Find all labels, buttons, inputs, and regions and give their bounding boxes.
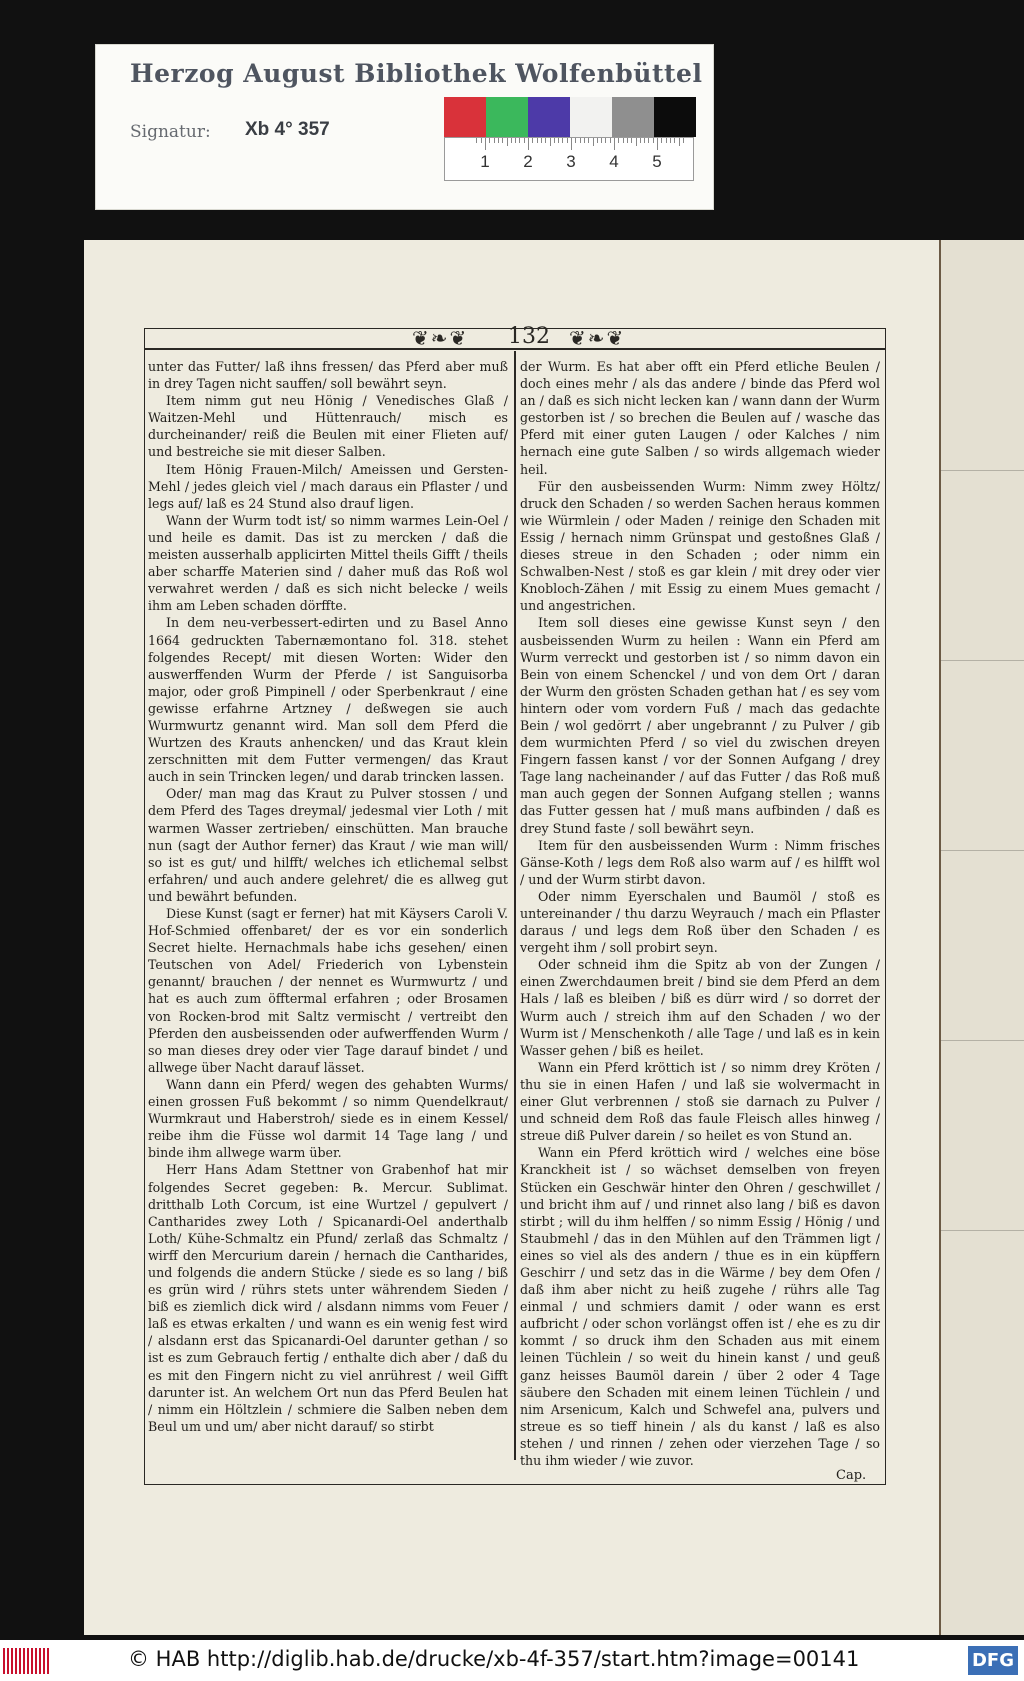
ruler-tick (657, 138, 658, 150)
catchword: Cap. (836, 1468, 867, 1483)
ruler-tick (485, 138, 486, 150)
ruler-tick (515, 138, 516, 143)
swatch-white (570, 97, 612, 137)
paragraph: Wann der Wurm todt ist/ so nimm warmes Lein-Oel / und heile es damit. Das ist zu mercken / daß die meisten ausserhalb applicirten Mittel theils Gifft / theils aber scharffe Materien sind / daher muß das Roß wol verwahret werden / daß es sich nicht belecke / weils ihm am Leben schaden dörffte. (148, 512, 508, 614)
paragraph: Item Hönig Frauen-Milch/ Ameissen und Gersten-Mehl / jedes gleich viel / mach daraus ein Pflaster / und legs auf/ laß es 24 Stund also drauf ligen. (148, 461, 508, 511)
ruler-number: 4 (609, 152, 619, 171)
paragraph: Für den ausbeissenden Wurm: Nimm zwey Höltz/ druck den Schaden / so werden Sachen heraus kommen wie Würmlein / oder Maden / reinige den Schaden mit Essig / hernach nimm Grünspat und gestoßnes Glaß / dieses streue in den Schaden ; oder nimm ein Schwalben-Nest / stoß es gar klein / mit drey oder vier Knobloch-Zähen / mit Essig zu einem Mues gemacht / und angestrichen. (520, 478, 880, 614)
barcode-icon (3, 1648, 49, 1674)
ruler-tick (481, 138, 482, 143)
edge-text-line (941, 470, 1024, 471)
edge-text-line (941, 1230, 1024, 1231)
ruler-tick (494, 138, 495, 143)
ruler-tick (597, 138, 598, 143)
ruler-tick (666, 138, 667, 143)
ruler-tick (519, 138, 520, 143)
ornament-left: ❦❧❦ (412, 326, 469, 350)
ruler-tick (627, 138, 628, 143)
ruler-tick (545, 138, 546, 143)
ruler-tick (636, 138, 637, 146)
ruler-tick (562, 138, 563, 143)
ruler-tick (631, 138, 632, 143)
swatch-black (654, 97, 696, 137)
adjacent-page-edge (939, 240, 1024, 1635)
ruler-tick (524, 138, 525, 143)
edge-text-line (941, 1040, 1024, 1041)
ruler-number: 1 (480, 152, 490, 171)
copyright-url[interactable]: © HAB http://diglib.hab.de/drucke/xb-4f-357/start.htm?image=00141 (128, 1647, 860, 1671)
ruler-tick (674, 138, 675, 143)
book-page (84, 240, 939, 1635)
ruler-tick (528, 138, 529, 150)
signature-value: Xb 4° 357 (245, 119, 330, 140)
paragraph: Item soll dieses eine gewisse Kunst seyn / den ausbeissenden Wurm zu heilen : Wann ein Pferd am Wurm verreckt und gestorben ist / so nimm davon ein Bein von einem Schenckel / und von dem Ort / daran der Wurm den grösten Schaden gethan hat / es sey vom hintern oder vom vordern Fuß / mach das gedachte Bein / wol gedörrt / aber ungebrannt / zu Pulver / gib dem wurmichten Pferd / so viel du zwischen dreyen Fingern fassen kanst / vor der Sonnen Aufgang / drey Tage lang nacheinander / auf das Futter / das Roß muß man auch gegen der Sonnen Aufgang stellen ; wanns das Futter gessen hat / muß mans aufbinden / daß es drey Stund faste / soll bewährt seyn. (520, 615, 880, 836)
dfg-logo: DFG (968, 1646, 1018, 1675)
ruler-tick (550, 138, 551, 146)
paragraph: In dem neu-verbessert-edirten und zu Basel Anno 1664 gedruckten Tabernæmontano fol. 318. stehet folgendes Recept/ mit diesen Worten: Wider den auswerffenden Wurm der Pferde / ist Sanguisorba major, oder groß Pimpinell / oder Sperbenkraut / eine gewisse erfahrne Artzney / deßwegen sie auch Wurmwurtz genannt wird. Man soll dem Pferd die Wurtzen des Krauts anhencken/ und das Kraut klein zerschnitten mit dem Futter vermengen/ das Kraut auch in sein Trincken legen/ und darab trincken lassen. (148, 615, 508, 785)
paragraph: Item nimm gut neu Hönig / Venedisches Glaß / Waitzen-Mehl und Hüttenrauch/ misch es durcheinander/ reiß die Beulen mit einer Flieten auf/ und bestreiche sie mit dieser Salben. (148, 393, 508, 460)
ruler-tick (601, 138, 602, 143)
ruler-tick (588, 138, 589, 143)
ruler-tick (683, 138, 684, 143)
ruler-tick (554, 138, 555, 143)
paragraph: Oder nimm Eyerschalen und Baumöl / stoß es untereinander / thu darzu Weyrauch / mach ein Pflaster daraus / und legs dem Roß über den Schaden / es vergeht ihm / soll probirt seyn. (520, 888, 880, 956)
ruler-tick (537, 138, 538, 143)
paragraph: der Wurm. Es hat aber offt ein Pferd etliche Beulen / doch eines mehr / als das andere / binde das Pferd wol an / daß es sich nicht lecken kan / wann dann der Wurm gestorben ist / so brechen die Beulen auf / wasche das Pferd mit einer guten Laugen / oder Kalches / nim hernach eine gute Salben / so wirds allgemach wieder heil. (520, 359, 880, 477)
scale-ruler (444, 137, 694, 181)
paragraph: Oder/ man mag das Kraut zu Pulver stossen / und dem Pferd des Tages dreymal/ jedesmal vier Loth / mit warmen Wasser zertrieben/ einschütten. Man brauche nun (sagt der Author ferner) das Kraut / wie man will/ so ist es gut/ und hilfft/ welches ich etlichemal selbst erfahren/ und auch andere gelehret/ die es allweg gut und bewährt befunden. (148, 786, 508, 904)
ornament-right: ❦❧❦ (569, 326, 626, 350)
paragraph: Wann dann ein Pferd/ wegen des gehabten Wurms/ einen grossen Fuß bekommt / so nimm Quendelkraut/ Wurmkraut und Haberstroh/ siede es in einem Kessel/ reibe ihm die Füsse wol darmit 14 Tage lang / und binde ihm allwege warm über. (148, 1076, 508, 1161)
ruler-tick (584, 138, 585, 143)
ruler-number: 2 (523, 152, 533, 171)
ruler-tick (670, 138, 671, 143)
paragraph: Diese Kunst (sagt er ferner) hat mit Käysers Caroli V. Hof-Schmied offenbaret/ der es vor ein sonderlich Secret hielte. Hernachmals habe ichs gesehen/ einen Teutschen von Adel/ Friederich von Lybenstein genannt/ brauchen / der nennet es Wurmwurtz / und hat es auch zum öfftermal erfahren ; oder Brosamen von Rocken-brod mit Saltz vermischt / vertreibt den Pferden den ausbeissenden oder aufwerffenden Wurm / so man dieses drey oder vier Tage darauf bindet / und allwege über Nacht darauf lässet. (148, 906, 508, 1075)
ruler-tick (614, 138, 615, 150)
color-calibration-swatches (444, 97, 696, 137)
ruler-tick (571, 138, 572, 150)
paragraph: Oder schneid ihm die Spitz ab von der Zungen / einen Zwerchdaumen breit / bind sie dem Pferd an dem Hals / laß es bleiben / biß es dürr wird / so dorret der Wurm auch / streich ihm auf den Schaden / wo der Wurm ist / Menschenkoth / alle Tage / und laß es in kein Wasser gehen / biß es heilet. (520, 957, 880, 1058)
ruler-tick (623, 138, 624, 143)
ruler-tick (653, 138, 654, 143)
paragraph: Wann ein Pferd kröttich wird / welches eine böse Kranckheit ist / so wächset demselben von freyen Stücken ein Geschwär hinter den Ohren / geschwillet / und bricht ihm auf / und rinnet also lang / biß es davon stirbt ; will du ihm helffen / so nimm Essig / Hönig / und Staubmehl / das in den Mühlen auf den Trämmen ligt / eines so viel als des andern / thue es in ein küpffern Geschirr / und setz das in die Wärme / bey dem Ofen / daß ihm aber nicht zu heiß zugehe / rührs alle Tag einmal / und schmiers damit / oder wann es erst aufbricht / oder schon vorlängst offen ist / ehe es zu dir kommt / so druck ihm den Schaden aus mit einem leinen Tüchlein / so weit du hinein kanst / und geuß ganz heisses Baumöl darein / über 2 oder 4 Tage säubere den Schaden mit einem leinen Tüchlein / und nim Arsenicum, Kalch und Schwefel ana, pulvers und streue es so tieff hinein / als du kanst / laß es also stehen / und rinnen / zehen oder vierzehen Tage / so thu ihm wieder / wie zuvor. (520, 1145, 880, 1468)
ruler-tick (532, 138, 533, 143)
edge-text-line (941, 660, 1024, 661)
ruler-tick (661, 138, 662, 143)
ruler-tick (644, 138, 645, 143)
ruler-tick (507, 138, 508, 146)
ruler-tick (575, 138, 576, 143)
ruler-tick (618, 138, 619, 143)
ruler-tick (558, 138, 559, 143)
ruler-tick (593, 138, 594, 146)
signature-label: Signatur: (130, 122, 211, 142)
ruler-tick (640, 138, 641, 143)
library-label-card (95, 44, 714, 210)
edge-text-line (941, 850, 1024, 851)
ruler-tick (498, 138, 499, 143)
ruler-tick (679, 138, 680, 146)
ruler-tick (541, 138, 542, 143)
ruler-tick (567, 138, 568, 143)
column-divider (514, 351, 516, 1460)
ruler-tick (610, 138, 611, 143)
ruler-number: 5 (652, 152, 662, 171)
paragraph: Item für den ausbeissenden Wurm : Nimm frisches Gänse-Koth / legs dem Roß also warm auf / es hilfft wol / und der Wurm stirbt davon. (520, 837, 880, 887)
paragraph: Wann ein Pferd kröttich ist / so nimm drey Kröten / thu sie in einen Hafen / und laß sie wolvermacht in einer Glut verbrennen / stoß sie darnach zu Pulver / und schneid dem Roß das faule Fleisch alles hinweg / streue diß Pulver darein / so heilet es von Stund an. (520, 1059, 880, 1144)
swatch-green (486, 97, 528, 137)
left-column (148, 358, 508, 1435)
library-name: Herzog August Bibliothek Wolfenbüttel (130, 59, 703, 88)
paragraph: unter das Futter/ laß ihns fressen/ das Pferd aber muß in drey Tagen nicht sauffen/ soll bewährt seyn. (148, 359, 508, 392)
viewer-footer (0, 1640, 1024, 1681)
right-column (520, 358, 880, 1469)
ruler-tick (489, 138, 490, 143)
ruler-tick (648, 138, 649, 143)
ruler-tick (511, 138, 512, 143)
ruler-tick (502, 138, 503, 143)
ruler-number: 3 (566, 152, 576, 171)
swatch-blue (528, 97, 570, 137)
swatch-red (444, 97, 486, 137)
paragraph: Herr Hans Adam Stettner von Grabenhof hat mir folgendes Secret gegeben: ℞. Mercur. Sublimat. dritthalb Loth Corcum, ist eine Wurtzel / gepulvert / Cantharides zwey Loth / Spicanardi-Oel anderthalb Loth/ Kühe-Schmaltz ein Pfund/ zerlaß das Schmaltz / wirff den Mercurium darein / hernach die Cantharides, und folgends die andern Stücke / siede es so lang / biß es grün wird / rührs stets unter währendem Sieden / biß es ziemlich dick wird / alsdann nimms vom Feuer / laß es etwas erkalten / und wann es ein wenig fest wird / alsdann erst das Spicanardi-Oel darunter gethan / so ist es zum Gebrauch fertig / enthalte dich aber / daß du es mit den Fingern nicht zu viel anrührest / weil Gifft darunter ist. An welchem Ort nun das Pferd Beulen hat / nimm ein Höltzlein / schmiere die Salben neben dem Beul um und um/ aber nicht darauf/ so stirbt (148, 1162, 508, 1434)
ruler-tick (580, 138, 581, 143)
swatch-gray (612, 97, 654, 137)
ruler-tick (476, 138, 477, 143)
ruler-tick (605, 138, 606, 143)
page-number: 132 (508, 324, 550, 349)
